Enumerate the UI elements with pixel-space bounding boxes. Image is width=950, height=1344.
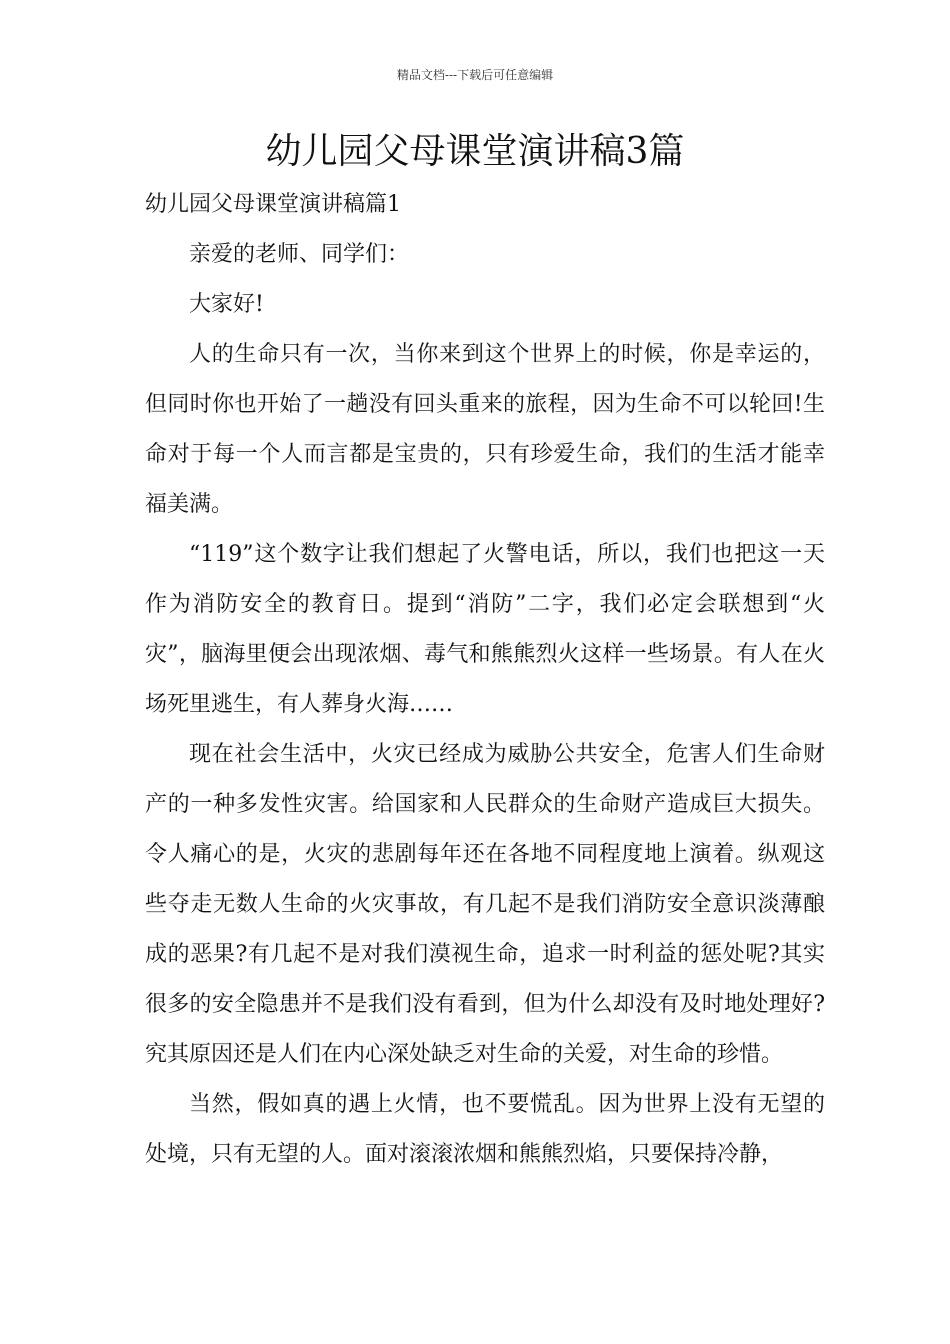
section-title: 幼儿园父母课堂演讲稿篇1: [145, 192, 401, 217]
paragraph: 现在社会生活中，火灾已经成为威胁公共安全，危害人们生命财产的一种多发性灾害。给国家和人民群众的生命财产造成巨大损失。令人痛心的是，火灾的悲剧每年还在各地不同程度地上演着。纵观这些夺走无数人生命的火灾事故，有几起不是我们消防安全意识淡薄酿成的恶果?有几起不是对我们漠视生命，追求一时利益的惩处呢?其实很多的安全隐患并不是我们没有看到，但为什么却没有及时地处理好?究其原因还是人们在内心深处缺乏对生命的关爱，对生命的珍惜。: [145, 742, 825, 1067]
paragraph-hello: 大家好!: [189, 292, 264, 317]
document-title: 幼儿园父母课堂演讲稿3篇: [265, 131, 685, 172]
header-note: 精品文档---下载后可任意编辑: [396, 68, 554, 82]
paragraph: 当然，假如真的遇上火情，也不要慌乱。因为世界上没有无望的处境，只有无望的人。面对滚滚浓烟和熊熊烈焰，只要保持冷静，: [145, 1092, 825, 1167]
paragraph: 人的生命只有一次，当你来到这个世界上的时候，你是幸运的，但同时你也开始了一趟没有回头重来的旅程，因为生命不可以轮回!生命对于每一个人而言都是宝贵的，只有珍爱生命，我们的生活才能幸福美满。: [145, 342, 825, 517]
paragraph-greeting: 亲爱的老师、同学们：: [189, 242, 410, 267]
document-body: [145, 180, 825, 1180]
paragraph: “119”这个数字让我们想起了火警电话，所以，我们也把这一天作为消防安全的教育日。提到“消防”二字，我们必定会联想到“火灾”，脑海里便会出现浓烟、毒气和熊熊烈火这样一些场景。有人在火场死里逃生，有人葬身火海……: [145, 542, 825, 717]
